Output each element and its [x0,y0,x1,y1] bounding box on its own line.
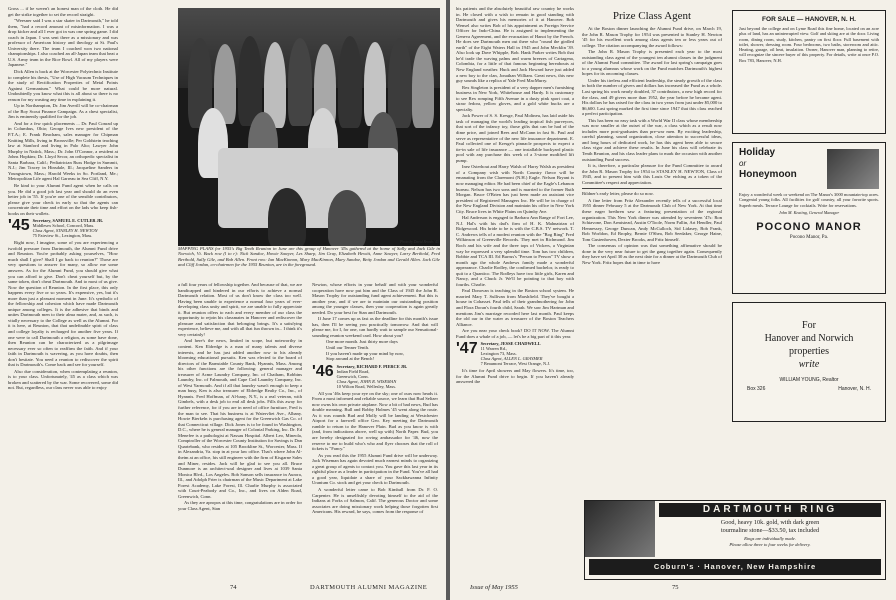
paragraph: "Weesner said I was a star skater in Dartmouth," he told them, "had a record amount of misinformation. I was a drop kicker and all I ever got in was one spring game. I did coach in Japan. I was sent there as a missionary and was professor of American history and theology at St. Paul's University there. The team I coached won two national championships. I also coached an all-Japan team that beat a U.S. Army team in the Rice Bowl. All of my players were Japanese." [8,18,118,68]
paragraph: Paul Donovan is teaching in the Boston school system. He married Mary T. Sullivan from Marshfield. They've bought a house in Cohasset. Paul tells of their grandmothering for John and Flora Doran's fourth child, Sarah. We saw Jim Hartman and mentions Jim's marriage recorded here last month. Paul keeps the old oar in the water as treasurer of the Boston Teachers Alliance. [456,288,574,327]
ad-for-sale-hanover [732,10,886,134]
paragraph: Be kind to your Alumni Fund agent when he calls on you. He did a good job last year and should do an even better job in '55. If you're one of the sensible contributors, please give your check in early so that the agents can concentrate their time and effort on the lads who keep fish-hooks on their wallets. [8,182,118,216]
ad-title: FOR SALE — HANOVER, N. H. [762,16,856,23]
paragraph: The John R. Mason Trophy is presented each year to the most outstanding class agent of the youngest ten alumni classes in the judgment of the Alumni Fund committee. The award for last spring's campaign goes to a young alumnus whose work on the Fund matches Dartmouth's highest hopes for its oncoming classes. [582,49,722,77]
paragraph: At the Boston dinner launching the Alumni Fund drive, on March 19, the John R. Mason Trophy for 1954 was presented to Stanley H. Newton '45 for his excellent work among class agents ten or less years out of college. The citation accompanying the award follows: [582,26,722,48]
class-secretary: Secretary, RICHARD F. PIERCE JR. Indian Field Road, Greenwich, Conn. Class Agent, JOHN R. WISEMAN 10 Wilton Road, Wellesley, Mass. [336,363,408,389]
paragraph: Also due consideration, when contemplating a reunion, is to your class. Unfortunately, '45 as a class which was broken and scattered by the war. Some recovered, some did not. But, regardless, our class never was able to enjoy [8,368,118,391]
paragraph: Bildner's early letter, please do so now. [582,191,654,197]
paragraph: The consensus of opinion was that something affirmative should be done in the very near future to get the gang together again. Consequently they have set April 30 as the next date for a dinner at the Dartmouth Club of New York. Fritz hopes that in time to have [582,243,722,265]
ad-headline: For Hanover and Norwich properties write [764,320,854,370]
paragraph: Newton, whose efforts in your behalf and with your wonderful cooperation have now put him and the Class of 1945 the John R. Mason Trophy for outstanding fund agent achievement. But this is another year, and if we are to maintain our outstanding position among the younger classes, then your cooperation is again greatly needed. Do your best for Stan and Dartmouth. [312,282,438,315]
class-year: '45 [8,217,30,235]
reunion-group-photo [178,8,440,246]
ad-notes: Rings are individually made. Please allow three to four weeks for delivery. [729,536,811,547]
paragraph: his patients and the absolutely beautiful raw country he works in. He closed with a wish to remain in good standing with Dartmouth and gives his memories of it at Hanover. Bob Wensel also writes Bob of his appointment as Foreign Service Officer for Indo-China. He is assigned to implementing the Geneva Agreement, and the evacuation of Hanoi by the French. He does see Dartmouth men out there who "round the girdled earth" of the Eight Waters Hall in 1945 and John Mecklin '39. Also look up Dave Whipple, Bob. Hank Parker writes Bob that he'd trade the waving palms and warm breezes of Cartagena, Colombia, for a little of that famous beginning hereabouts at New England weather. Huck and Jack Howard have just added a new boy to the clan, Jonathan William. Great news, this new guy sounds like a replica of Yale Fred MacMurry. [456,6,574,84]
ad-address: Box 326 Hanover, N. H. [747,386,871,392]
issue-footer: Issue of May 1955 [470,584,518,591]
ad-picture [827,149,879,189]
class-secretary: Secretary, JESSE CHADWELL 11 Warren Rd., Lexington 73, Mass. Class Agent, ALLEN L. GRAYMER 7 Beaumont Terrace, West Orange, N.J. [480,341,551,367]
photo-caption: MAPPING PLANS for 1955's Big Tenth Reunion in June are this group of Hanover '45s gathered at the home of Sally and Jack Gile in Norwich, Vt. Back row (l to r): Nick Sandoe, Howie Sawyer, Les Sharp, Jim Gray, Elizabeth Hewitt, Anne Sawyer, Larry Berthold, Fred Berthold, Sally Gile, and Bob Allen. Front row: Ian MacKinnon, Mary MacKinnon, Mary Sandoe, Betty Jordan and Gerald Allen. Jack Gile and Cliff Jordan, co-chairmen for the 1955 Reunion, are in the foreground. [178,246,440,268]
verse: One more month. Just thirty more days Until our Tenner Tenth. If you haven't made up your mind by now, Stop around at the Bench! [326,339,404,362]
class-heading-45 [8,218,118,238]
left-column-3 [312,282,438,580]
ad-name: WILLIAM YOUNG, Realtor [779,377,839,383]
ad-headline: Holiday or Honeymoon [739,147,797,180]
paragraph: a full four years of fellowship together. And because of that, we are handicapped and hindered in our efforts to achieve a normal Dartmouth relation. Most of us don't know the class too well. Having been unable to experience a normal four years of ever-developing class unity and spirit, we are unable to fully appreciate it. But reunion offers to each and every member of our class the opportunity to rejoin his classmates in Hanover and rediscover the pleasure and satisfaction that belonging brings. It's a satisfying experience, believe me, and with all that fun thrown in... I think it's very certainly! [178,282,302,337]
ad-dartmouth-ring [584,500,886,580]
magazine-title-footer: DARTMOUTH ALUMNI MAGAZINE [310,584,428,591]
paragraph: If June 17 comes up as fast as the deadline for this month's issue has, then I'll be seeing you practically tomorrow. And that will please me, for I, for one, can hardly wait to sample our Sensational-sounding reunion weekend card. How about you? [312,316,438,338]
right-page [450,0,896,600]
ad-location: Pocono Manor, Pa. [789,234,829,240]
photo-credit: Photo by David Brooks '45 [400,240,439,244]
ad-name: POCONO MANOR [756,220,862,233]
class-year: '47 [456,340,478,358]
paragraph: It's time for April showers and May flowers. It's time, too, for the Alumni Fund drive to begin. If you haven't already answered the [456,368,574,385]
page-number: 74 [230,584,237,591]
right-column-2 [582,26,722,581]
right-column-1 [456,6,574,581]
ad-william-young-realtor [732,302,886,422]
paragraph: This has been no easy task with a World War II class whose membership was now smaller at the outset of the war, a class which as a result now includes more post-graduates than pre-war men. By exciting leadership, careful planning, sound organization, close attention to successful ideas, and long hours of dedicated work, he has this agent been able to secure class vigor and achieve these results. In June his class will celebrate its Tenth Reunion, and his class leader plans to mark the occasion with another outstanding Fund success. [582,117,722,162]
paragraph: Under his tireless and efficient leadership, the steady growth of the class in both the number of givers and dollars has increased the Fund as a whole. Last spring his work nearly doubled, 37 contributors, a new high record for the class, and 49 givers more than 1952, the year before he became agent. His dollars he has raised for the class in two years from just under $5,000 to $6,600. Last spring marked the first time since 1947 that this class reached a perfect participation. [582,77,722,117]
paragraph: Hal Anderson is engaged to Barbara Ann Range of Fort Lee, N.J. Hal's with his dad's firm of H. K. Mahnatrian of Ridgewood. His bride to be is with the C.B.S. TV network. T. C. Andrews tells of a modest reunion with the "Bog Ring" Fred Wilkinson of Greenville Records. They met in Richmond. Jim Roch and his wife and the three tops of Vickers, a Virginian way he expressed a very splendid time. Tom has two children, Bobbie and TCA III. Ed Burrus's "Person to Person" TV show a month ago the whole Andrews family made a wonderful appearance. Charlie Rodley, the confirmed bachelor, is ready to quit to a Quantico. The Rodleys have two little girls, Karen and Nancy, and a Chuck Jr. We'll be pointing to that boy with fourths. Charlie. [456,215,574,287]
paragraph: Rex Singleton is president of a very dapper men's furnishing business in New York, Whitehouse and Hardy. It is customary to see Rex romping Fifth Avenue in a dusty pink sport coat, a straw fedora, yellow gloves, and a gold white bucks are a specialty. [456,84,574,112]
class-heading-47 [456,341,574,366]
ad-body: Just beyond the college and on Lyme Road this fine home, located on an acre plus of land, has an uninterrupted view. Golf and skiing are at the door. Living room, dining room, study, kitchen, pantry on first floor. Full basement with toilet, shower, dressing room. Four bedrooms, two baths, storeroom and attic. Heating, garage, oil heat, insulation. Owner, Hanover man, planning to retire, will recognize the sincere buyer of this property. For details, write at once P.O. Box 783, Hanover, N.H. [739,26,879,63]
class-secretary: Secretary, SAMUEL E. CUTLER JR. Middlesex School, Concord, Mass. Class Agent, STANLEY H. NEWTON 75 Fairview St., Lexington, Mass. [32,218,104,239]
article-title: Prize Class Agent [612,10,692,22]
class-heading-46 [312,364,438,389]
paragraph: Up in Northampton, Dr. Jim Averill will be co-chairman of the Boy Scout Finance Campaign. As a chest specialist, Jim is eminently qualified for the job. [8,103,118,120]
left-column-2 [178,282,302,580]
paragraph: Jack Power of S. S. Kresge, Paul Molineu, has laid aside his task of managing the world's leading tropical fish purveyors, that sort of the infancy toy, those gifts that can be had of the dime price, and joined Rees and McCann in fast St. Paul and serve as representative of the new life insurance department. E. Paul collected one of Kresge's pinnacle prospects to expect a tie-in sale of life insurance — one installable backyard plastic pool with any purchase this week of a 3-stone modified lift pump. [456,113,574,163]
class-year: '46 [312,362,334,380]
left-page [0,0,446,600]
ad-manager: John M. Keating, General Manager [778,209,840,215]
paragraph: Right now, I imagine, some of you are experiencing a twofold pressure from Dartmouth, the Alumni Fund drive and Reunion. You're probably asking yourselves, "How much shall I give? Shall I go back to reunion?" Those are very questions to answer for many, so allow me some answers. As for the Alumni Fund, you should give what you can afford to give. Don't cheat yourself but, by the same token, don't cheat Dartmouth. And to most of us give. Now the question of Reunion. In the first place, this only happens every five or so years. It's expensive, yes, but it's more than just a pleasant moment in June. It's symbolic of the fellowship and cohesion which have made Dartmouth unique among colleges. It is the adhesive that binds and unites Dartmouth men to their alma mater, and, as such, is vitally necessary to the College as well as the Alumni. For it is here, at Reunion, that that undefinable spirit of class and college loyalty is recharged for another five years. If one were to call Dartmouth a religion, as some have done, then Reunion can be characterized as a pilgrimage necessary ever so often to reaffirm the faith. And if your faith in Dartmouth is wavering, as you have doubts, then don't hesitate. You need a reunion to rediscover the spirit that is Dartmouth's. Come back and see for yourself. [8,240,118,368]
paragraph: All you '46s keep your eye on the sky; one of ours now heads it. From a most informed and reliable source, we learn that Bud Seltzer now owns his own private airplane. Now a bit of bad news, Bud has double meaning. Bull and Bobby Holmes '45 went along the route. As it was rounds Bud and Molly will be landing at Westchester Airport for a farewell office Geo. Key meeting the Dartmouth rumble to return to the Hanover Plain. Bud as you know is with (and, from indications above, well up with) North Paper. Bud, you are hereby designated for roving ambassador for '46, now the reserve to me to build who's who and flyer chooses that the roll of tickets is "Fancy." [312,390,438,452]
ad-body: Enjoy a wonderful week or weekend on The Manor's 3000 mountain-top acres. Congenial young folks. All facilities for golf country, all your favorite sports. Superb meals. Terrace Lounge for cocktails. Write for reservations. [739,192,879,208]
paragraph: Inez Osterhout and Harry Walsh of Harry Walsh as president of a Company wish with North Country flavor will be emanating from the Claremont (N.H.) Eagle. Nelson Bryant is now managing editor. He had been chief of the Eagle's Lebanon bureau. Nelson has two sons and is married to the former Ruth Morgan. Bruce O'Brien has just been made an assistant vice president of Registered Managers Inc. He will be in charge of the New England Division and maintain his office in New York City. Bruce lives in White Plains on Quimby Ave. [456,164,574,214]
left-column-1 [8,6,118,581]
paragraph: And for a few quick placements ... Dr. Paul Conrad up in Columbus, Ohio; George Ives new president of the P.T.A.; E. Frank Beacham, sales manager for Chipman Knitting Mills, living in Bronxville; Per Goldstein teaching law at Stanford and living in Palo Alto; Lawyer John Murphy in Natick, Mass.; Dr. John O'Connor, a resident at Johns Hopkins; Dr. Lloyd Secor, an orthopedic specialist in Santa Barbara, Calif.; Pediatrician Russ Hodge in Summit, N.J.; Jim Tracey in Hinsdale, Ill.; Jacqueline Sanders in Youngstown, Mass.; Harold Weeks in So. Portland, Me.; Metropolitan Life agent Hal Garreau in Sea Cliff, N.Y. [8,120,118,182]
ad-store: Coburn's · Hanover, New Hampshire [589,559,881,575]
paragraph: It is, therefore, a particular pleasure for the Fund Committee to award the John R. Mason Trophy for 1954 to STANLEY H. NEWTON, Class of 1945, and to present him with this Louis Orr etching as a token of the Committee's respect and appreciation. [582,163,722,185]
paragraph: And here's the news, limited in scope, but noteworthy in content. Ken Eldredge is a man of many talents and diverse interests, and he has just added another row to his already blooming educational pursuits. Ken was elected to the board of directors of the Barnstable County Bank, Hyannis, Mass. Among his other functions are the following: general manager and treasurer of Acme Laundry Company, Inc. of Chatham, Robbins Laundry, Inc. of Falmouth, and Cape Cod Laundry Company, Inc. of West Yarmouth. And if all that laundry wasn't enough to keep a man busy, Ken is also treasurer of Eldredge Realty Co., Inc., of Hyannis. Fred Hoffman, of Al-bany, N.Y., is a real veteran, with Gimbels, with a desk job to end all desk jobs. Fills this away for further reference, for if you are in need of office furniture, Fred is the man to see. That his business is at Watervliet Ave., Albany. Howie Bierkeln is purchasing agent for the Greenwich Gas Co. of that Connecticut village. Dick Jones is to be found in Washington, D.C., where he is general manager of Colonial Parking, Inc. Dr. Ed Menefee is a pathologist at Nassau Hospital. Albert Leo, Mineola, Comptroller of the Worcester County Institution for Savings is Dan Quartebank, who resides at 105 Brookline St., Worcester, Mass. If in Alexandria, Va. stop in at your law office. That's where John Al-theim at an office, his still engineer with the firm of Kisgarne Sales and Miner, resides. Jack will be glad to see you all. Bruce Dunmore is an architect-ural designer and lives at 1039 Santa Monica Blvd., Los Angeles. Bob Sanson sells insurance in Aurora, Ill., and Adolph Frier is chairman of the Music Department at Lake Forest Academy, Lake Forest, Ill. Charlie Murphy is associated with Court-Peabody and Co., Inc., and lives on Alden Road, Greenwich, Conn. [178,338,302,499]
paragraph: Gross ... if he weren't an honest man of the cloth. He did get the strike together to set the record straight. [8,6,118,17]
paragraph: Dick Allen is back at the Worcester Polytechnic Institute to complete his thesis, "Use of High Vacuum Techniques in the study of Rectification Properties of Metal Points Against Germanium." What could be more natural. Undoubtedly you know what this is all about so there is no reason for my wasting any time in explaining it. [8,69,118,102]
paragraph: As you read this the 1955 Alumni Fund drive will be underway. Jack Wiseman has again devoted much earnest minds to organizing a great group of agents to contact you. You gave this last year in its rightful place as a leader in participation in the Fund. You've all had a good year, liquidate a share of your Sackhawanna Infinity Uranium Co. stock and get your check to Dartmouth. [312,452,438,486]
paragraph: A fine letter from Fritz Alexander recently tells of a successful local 1955 dinner February 5 at the Dartmouth Club of New York. At that time these eager brethren saw a featuring presentation of the regional organization. This New York dinner was attended by seventeen '47s: Ron Schiavone, Don Armistead, Austin O'Toole, Norm Fallin, Art Hendler, Paul Hennessey, George Duncan, Andy McCulloch, Sid Lidasey, Bob Frank, Bob Worldon, Ed Brophy, Bernie O'Shea, Bob Seedaker, George Haine, Tom Gustenhoven, Dexter Brooks, and Fritz himself. [582,197,722,242]
page-number: 75 [672,584,679,591]
paragraph: Are you near your check book? DO IT NOW. The Alumni Fund does a whale of a job, — let's be a big part of it this year. [456,328,574,339]
paragraph: A wonderful letter came to Bob Kimball from Dr. F. O. Carpenter. He is unselfishly devoting himself to the aid of the Indians at Forks of Salmon, Calif. The generous Doctor and some associates are doing missionary work helping those forgotten first Americans. His reward, he says, comes from the response of [312,486,438,515]
ad-pocono-manor [732,142,886,294]
ad-description: Good, heavy 10k. gold, with dark green tourmaline stone—$33.50, tax included [720,519,820,534]
ad-title: DARTMOUTH RING [659,503,881,517]
paragraph: As they are apropos at this time, congratulations are in order for your Class Agent, Stan [178,500,302,511]
ring-picture [585,501,655,557]
